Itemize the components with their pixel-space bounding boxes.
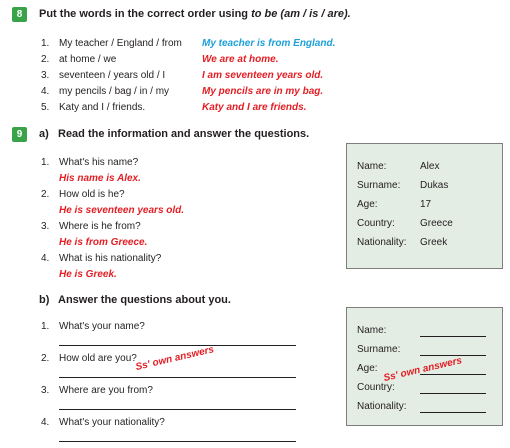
ex9a-item-1-number: 1.	[41, 157, 50, 168]
card-a-value-surname: Dukas	[420, 180, 449, 191]
card-b-label-nationality: Nationality:	[357, 401, 407, 412]
ex9b-item-4-question: What's your nationality?	[59, 417, 165, 428]
card-a-value-nationality: Greek	[420, 237, 448, 248]
ex9b-item-4-answer-line[interactable]	[59, 441, 296, 442]
ex9a-item-4-number: 4.	[41, 253, 50, 264]
card-b-label-age: Age:	[357, 363, 378, 374]
ex8-item-2-answer: We are at home.	[202, 54, 279, 65]
card-b-label-name: Name:	[357, 325, 387, 336]
ex9b-item-1-question: What's your name?	[59, 321, 145, 332]
ex9-part-a-title: Read the information and answer the questions.	[58, 128, 310, 140]
info-card-alex	[346, 143, 503, 269]
ex9a-item-3-number: 3.	[41, 221, 50, 232]
card-b-handwritten-note: Ss' own answers	[382, 355, 464, 384]
ex9a-item-3-question: Where is he from?	[59, 221, 141, 232]
ex9a-item-2-answer: He is seventeen years old.	[59, 205, 185, 216]
ex9b-item-1-answer-line[interactable]	[59, 345, 296, 346]
card-b-label-country: Country:	[357, 382, 395, 393]
ex9a-item-1-answer: His name is Alex.	[59, 173, 141, 184]
ex9-part-b-title: Answer the questions about you.	[58, 294, 231, 306]
ex8-item-1-answer: My teacher is from England.	[202, 38, 336, 49]
ex9a-item-2-question: How old is he?	[59, 189, 125, 200]
ex8-item-3-prompt: seventeen / years old / I	[59, 70, 166, 81]
card-a-value-name: Alex	[420, 161, 440, 172]
ex9-part-a-label: a)	[39, 128, 49, 140]
ex9a-item-3-answer: He is from Greece.	[59, 237, 148, 248]
ex9b-item-2-question: How old are you?	[59, 353, 137, 364]
ex8-item-3-number: 3.	[41, 70, 50, 81]
ex8-item-3-answer: I am seventeen years old.	[202, 70, 324, 81]
card-a-label-nationality: Nationality:	[357, 237, 407, 248]
ex9a-item-1-question: What's his name?	[59, 157, 139, 168]
card-b-label-surname: Surname:	[357, 344, 401, 355]
card-a-label-surname: Surname:	[357, 180, 401, 191]
card-b-country-line[interactable]	[420, 393, 486, 394]
ex9a-item-4-answer: He is Greek.	[59, 269, 117, 280]
ex8-item-5-answer: Katy and I are friends.	[202, 102, 307, 113]
card-a-label-country: Country:	[357, 218, 395, 229]
info-card-you	[346, 307, 503, 426]
ex9b-item-3-number: 3.	[41, 385, 50, 396]
ex8-item-4-number: 4.	[41, 86, 50, 97]
card-b-nationality-line[interactable]	[420, 412, 486, 413]
card-a-value-country: Greece	[420, 218, 453, 229]
card-a-label-age: Age:	[357, 199, 378, 210]
exercise-9-badge: 9	[12, 127, 27, 142]
part-b-handwritten-note: Ss' own answers	[134, 344, 216, 373]
ex8-item-4-prompt: my pencils / bag / in / my	[59, 86, 170, 97]
ex9b-item-3-question: Where are you from?	[59, 385, 153, 396]
exercise-8-badge: 8	[12, 7, 27, 22]
ex9b-item-2-answer-line[interactable]	[59, 377, 296, 378]
ex8-item-2-prompt: at home / we	[59, 54, 117, 65]
ex9b-item-1-number: 1.	[41, 321, 50, 332]
card-a-value-age: 17	[420, 199, 432, 210]
ex8-item-5-prompt: Katy and I / friends.	[59, 102, 146, 113]
ex9b-item-3-answer-line[interactable]	[59, 409, 296, 410]
exercise-8-title: Put the words in the correct order using to be (am / is / are).	[39, 8, 351, 20]
ex8-item-2-number: 2.	[41, 54, 50, 65]
ex8-item-1-prompt: My teacher / England / from	[59, 38, 182, 49]
ex8-item-5-number: 5.	[41, 102, 50, 113]
ex9-part-b-label: b)	[39, 294, 50, 306]
card-b-name-line[interactable]	[420, 336, 486, 337]
ex9a-item-2-number: 2.	[41, 189, 50, 200]
card-b-age-line[interactable]	[420, 374, 486, 375]
ex9b-item-4-number: 4.	[41, 417, 50, 428]
card-a-label-name: Name:	[357, 161, 387, 172]
ex8-item-4-answer: My pencils are in my bag.	[202, 86, 324, 97]
ex9b-item-2-number: 2.	[41, 353, 50, 364]
ex9a-item-4-question: What is his nationality?	[59, 253, 162, 264]
ex8-item-1-number: 1.	[41, 38, 50, 49]
